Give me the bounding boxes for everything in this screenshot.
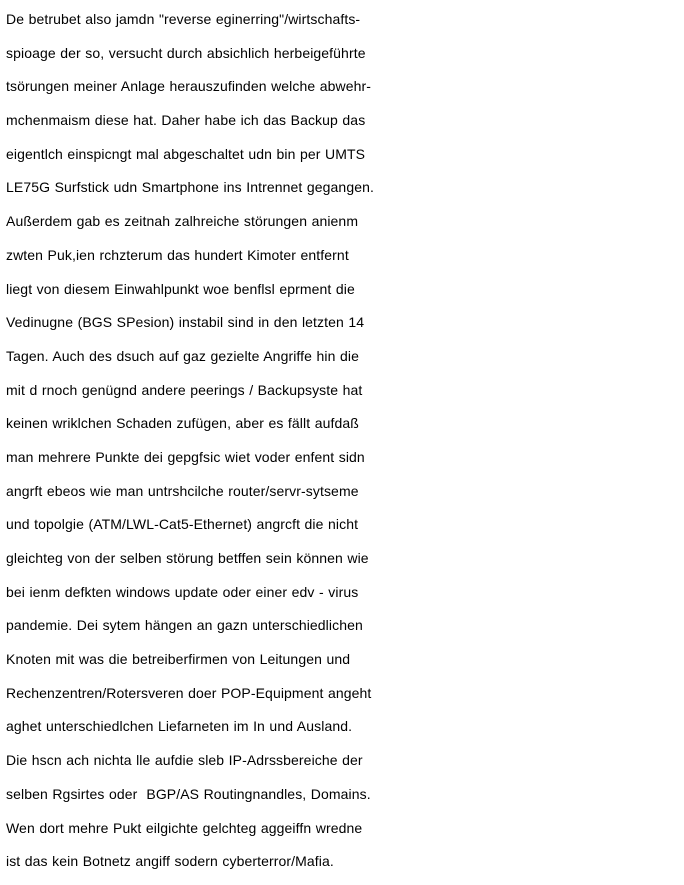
text-line-3: tsörungen meiner Anlage herauszufinden welche abwehr- [6,78,372,95]
text-line-23: Die hscn ach nichta lle aufdie sleb IP-Adrssbereiche der [6,752,363,769]
text-line-10: Vedinugne (BGS SPesion) instabil sind in den letzten 14 [6,314,365,331]
text-line-5: eigentlch einspicngt mal abgeschaltet udn bin per UMTS [6,145,366,162]
text-line-25: Wen dort mehre Pukt eilgichte gelchteg aggeiffn wredne [6,819,363,836]
text-line-8: zwten Puk,ien rchzterum das hundert Kimoter entfernt [6,246,349,263]
text-line-13: keinen wriklchen Schaden zufügen, aber es fällt aufdaß [6,415,359,432]
text-line-4: mchenmaism diese hat. Daher habe ich das Backup das [6,112,366,129]
text-line-11: Tagen. Auch des dsuch auf gaz gezielte Angriffe hin die [6,347,359,364]
text-line-21: Rechenzentren/Rotersveren doer POP-Equipment angeht [6,684,372,701]
text-line-2: spioage der so, versucht durch absichlich herbeigeführte [6,44,366,61]
text-line-7: Außerdem gab es zeitnah zalhreiche störungen anienm [6,213,359,230]
text-line-26: ist das kein Botnetz angiff sodern cyberterror/Mafia. [6,853,334,870]
text-line-9: liegt von diesem Einwahlpunkt woe benflsl eprment die [6,280,355,297]
text-line-14: man mehrere Punkte dei gepgfsic wiet voder enfent sidn [6,448,365,465]
text-line-1: De betrubet also jamdn "reverse eginerring"/wirtschafts- [6,11,361,27]
text-line-12: mit d rnoch genügnd andere peerings / Backupsyste hat [6,381,363,398]
text-line-22: aghet unterschiedlchen Liefarneten im In und Ausland. [6,718,353,735]
text-line-6: LE75G Surfstick udn Smartphone ins Intrennet gegangen. [6,179,374,196]
text-line-16: und topolgie (ATM/LWL-Cat5-Ethernet) angrcft die nicht [6,516,359,533]
text-line-17: gleichteg von der selben störung betffen sein können wie [6,550,369,566]
text-line-18: bei ienm defkten windows update oder einer edv - virus [6,583,359,600]
text-line-20: Knoten mit was die betreiberfirmen von Leitungen und [6,651,351,668]
text-line-24: selben Rgsirtes oder BGP/AS Routingnandles, Domains. [6,785,371,802]
text-line-19: pandemie. Dei sytem hängen an gazn unterschiedlichen [6,617,363,634]
body-text [6,3,684,879]
text-line-15: angrft ebeos wie man untrshcilche router/servr-sytseme [6,482,359,499]
